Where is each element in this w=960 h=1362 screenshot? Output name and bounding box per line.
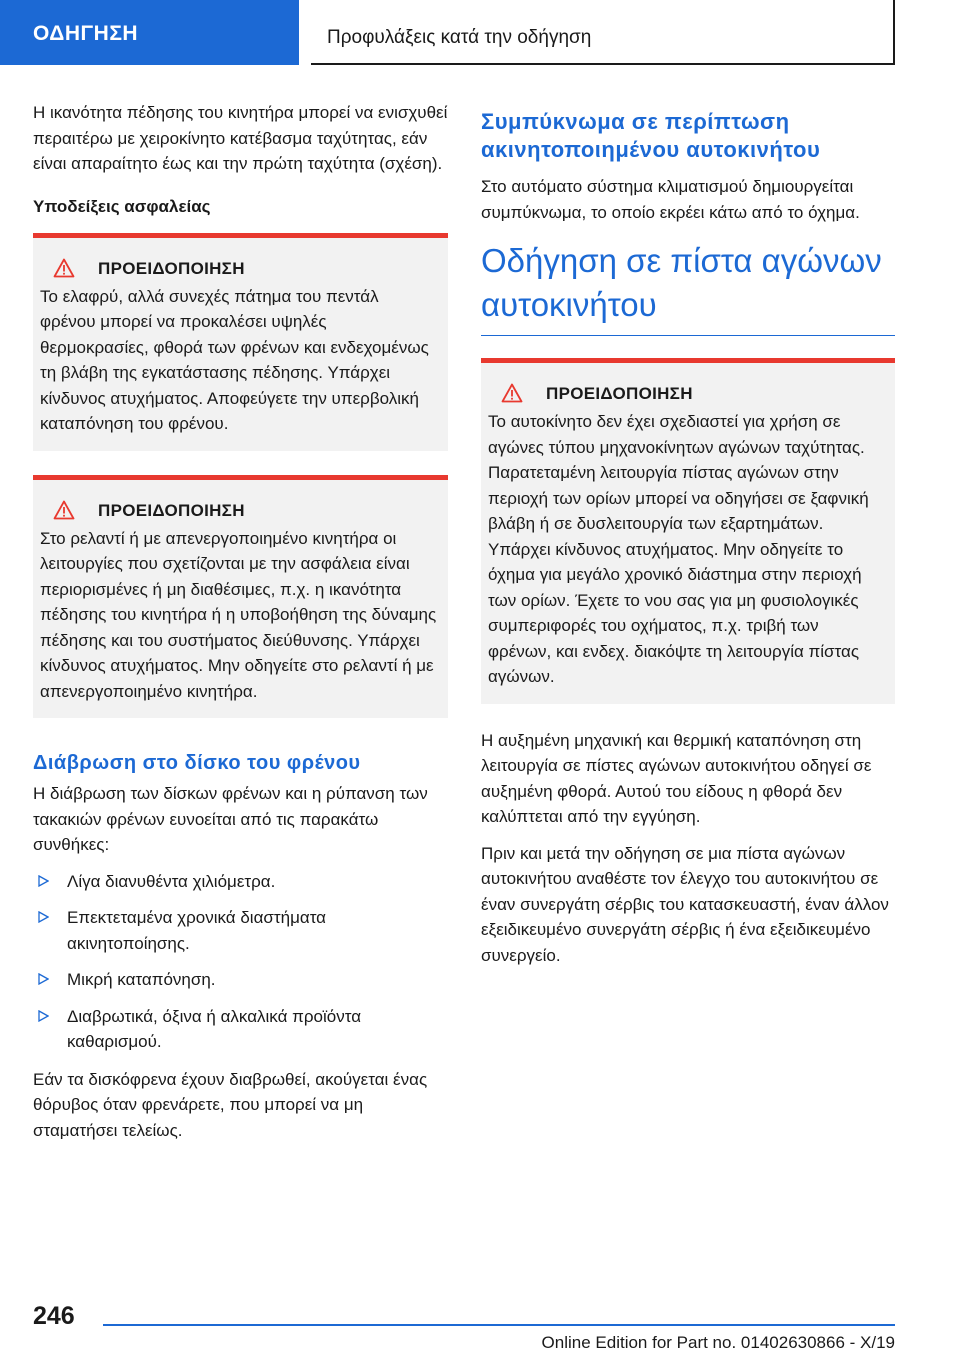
warning-text: Το αυτοκίνητο δεν έχει σχεδιαστεί για χρήση σε αγώνες τύπου μηχανοκίνητων αγώνων ταχύτητας. Παρατεταμένη λειτουργία πίστας αγώνων στην περιοχή των ορίων μπορεί να οδηγήσει σε ξαφνική βλάβη ή σε δυσλειτουργία των εξαρτημάτων. Υπάρχει κίνδυνος ατυχήματος. Μην οδηγείτε το όχημα για μεγάλο χρονικό διάστημα στην περιοχή των ορίων. Έχετε το νου σας για μη φυσιολογικές συμπεριφορές του οχήματος, π.χ. τριβή των φρένων, και ενδεχ. διακόψτε τη λειτουργία πίστας αγώνων.: [488, 412, 869, 686]
warning-triangle-icon: [40, 500, 88, 522]
section-tab: [0, 0, 299, 65]
warning-triangle-icon: [488, 383, 536, 405]
corrosion-outro: Εάν τα δισκόφρενα έχουν διαβρωθεί, ακούγεται ένας θόρυβος όταν φρενάρετε, που μπορεί να μη σταματήσει τελείως.: [33, 1069, 428, 1140]
footer-edition: Online Edition for Part no. 01402630866 - X/19: [541, 1333, 895, 1352]
warning-label: ΠΡΟΕΙΔΟΠΟΙΗΣΗ: [98, 258, 245, 278]
warning-label: ΠΡΟΕΙΔΟΠΟΙΗΣΗ: [546, 384, 693, 403]
conditions-list: [33, 869, 448, 1055]
warning-text: Στο ρελαντί ή με απενεργοποιημένο κινητήρα οι λειτουργίες που σχετίζονται με την ασφάλεια είναι περιορισμένες ή μη διαθέσιμες, π.χ. η ικανότητα πέδησης του κινητήρα ή η υποβοήθηση της δύναμης πέδησης και του συστήματος διεύθυνσης. Υπάρχει κίνδυνος ατυχήματος. Μην οδηγείτε στο ρελαντί ή με απενεργοποιημένο κινητήρα.: [40, 528, 437, 701]
chapter-heading: Οδήγηση σε πίστα αγώνων αυτοκινήτου: [481, 239, 895, 336]
warning-box-1: [33, 233, 448, 451]
safety-heading: Υποδείξεις ασφαλείας: [33, 196, 211, 216]
left-column: [33, 100, 448, 1154]
condensation-text: Στο αυτόματο σύστημα κλιματισμού δημιουργείται συμπύκνωμα, το οποίο εκρέει κάτω από το όχημα.: [481, 177, 860, 222]
page-header: [311, 0, 895, 65]
warning-text: Το ελαφρύ, αλλά συνεχές πάτημα του πεντάλ φρένου μπορεί να προκαλέσει υψηλές θερμοκρασίες, φθορά των φρένων και ενδεχομένως τη βλάβη της εγκατάστασης πέδησης. Υπάρχει κίνδυνος ατυχήματος. Αποφεύγετε την υπερβολική καταπόνηση του φρένου.: [40, 286, 429, 433]
triangle-bullet-icon: [38, 875, 49, 887]
footer-divider: [103, 1324, 895, 1326]
list-item: Μικρή καταπόνηση.: [33, 967, 448, 993]
page-title: Προφυλάξεις κατά την οδήγηση: [327, 27, 592, 48]
list-item: Διαβρωτικά, όξινα ή αλκαλικά προϊόντα καθαρισμού.: [33, 1004, 448, 1055]
section-tab-label: ΟΔΗΓΗΣΗ: [33, 22, 139, 45]
corrosion-heading: Διάβρωση στο δίσκο του φρένου: [33, 752, 361, 774]
list-item: Επεκτεταμένα χρονικά διαστήματα ακινητοποίησης.: [33, 905, 448, 956]
triangle-bullet-icon: [38, 911, 49, 923]
warning-box-3: [481, 358, 895, 704]
warning-triangle-icon: [40, 258, 88, 280]
warning-label: ΠΡΟΕΙΔΟΠΟΙΗΣΗ: [98, 500, 245, 520]
triangle-bullet-icon: [38, 973, 49, 985]
service-paragraph: Πριν και μετά την οδήγηση σε μια πίστα αγώνων αυτοκινήτου αναθέστε τον έλεγχο του αυτοκινήτου σε έναν συνεργάτη σέρβις του κατασκευαστή, έναν άλλον εξειδικευμένο συνεργάτη σέρβις ή ένα εξειδικευμένο συνεργείο.: [481, 843, 889, 965]
page-number: 246: [33, 1302, 75, 1330]
corrosion-intro: Η διάβρωση των δίσκων φρένων και η ρύπανση των τακακιών φρένων ευνοείται από τις παρακάτω συνθήκες:: [33, 784, 428, 854]
warning-box-2: [33, 475, 448, 719]
intro-paragraph: Η ικανότητα πέδησης του κινητήρα μπορεί να ενισχυθεί περαιτέρω με χειροκίνητο κατέβασμα ταχύτητας, εάν είναι απαραίτητο έως και την πρώτη ταχύτητα (σχέση).: [33, 103, 448, 173]
right-column: [481, 100, 895, 979]
list-item: Λίγα διανυθέντα χιλιόμετρα.: [33, 869, 448, 895]
triangle-bullet-icon: [38, 1010, 49, 1022]
condensation-heading: Συμπύκνωμα σε περίπτωση ακινητοποιημένου αυτοκινήτου: [481, 109, 821, 162]
wear-paragraph: Η αυξημένη μηχανική και θερμική καταπόνηση στη λειτουργία σε πίστες αγώνων αυτοκινήτου οδηγεί σε αυξημένη φθορά. Αυτού του είδους η φθορά δεν καλύπτεται από την εγγύηση.: [481, 730, 872, 826]
